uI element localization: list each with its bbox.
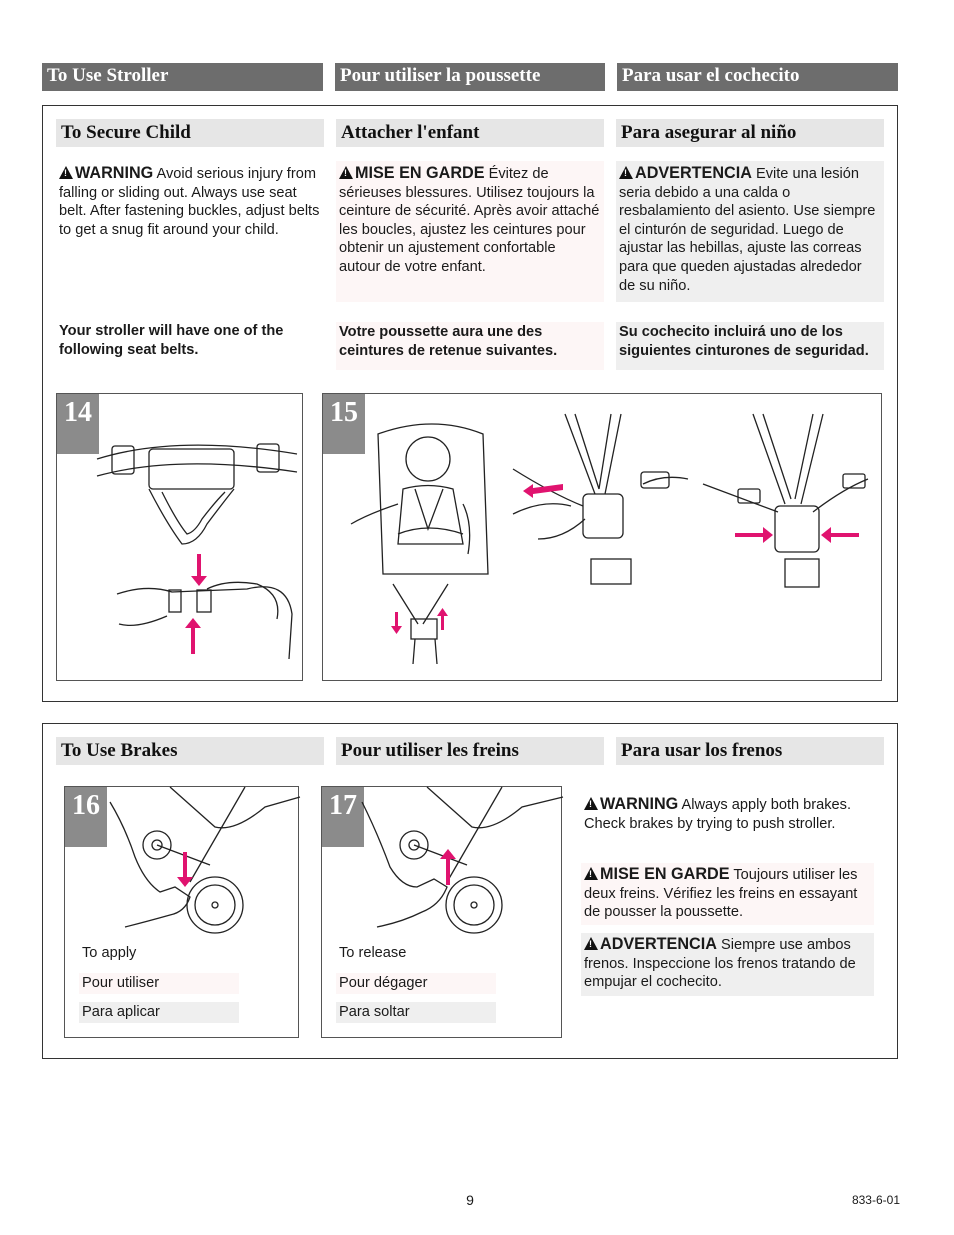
figure-17-panel <box>321 786 562 1038</box>
arrows <box>185 554 207 654</box>
caption-to-apply: To apply <box>82 945 137 961</box>
header-pour-utiliser-poussette: Pour utiliser la poussette <box>335 63 605 91</box>
caption-para-soltar: Para soltar <box>336 1002 496 1023</box>
header-to-use-stroller: To Use Stroller <box>42 63 323 91</box>
header-para-usar-cochecito: Para usar el cochecito <box>617 63 898 91</box>
warning-label: WARNING <box>75 164 154 182</box>
figure-14-panel <box>56 393 303 681</box>
warning-triangle-icon <box>59 166 73 179</box>
warning-fr <box>336 161 604 302</box>
warning-label: ADVERTENCIA <box>635 164 752 182</box>
arrow <box>440 849 456 885</box>
subheader-attacher-enfant: Attacher l'enfant <box>336 119 604 147</box>
harness-buckle-illustration <box>323 394 883 682</box>
warning-text: Avoid serious injury from falling or sliding out. Always use seat belt. After fastening buckles, adjust belts to get a snug fit around your child. <box>59 166 320 238</box>
brake-warning-es <box>581 933 874 996</box>
subheader-asegurar-nino: Para asegurar al niño <box>616 119 884 147</box>
caption-para-aplicar: Para aplicar <box>79 1002 239 1023</box>
belts-note-fr: Votre poussette aura une des ceintures de retenue suivantes. <box>336 322 604 370</box>
warning-text: Évitez de sérieuses blessures. Utilisez toujours la ceinture de sécurité. Après avoir attaché les boucles, ajustez les ceintures pour obtenir un ajustement confortable autour de votre enfant. <box>339 166 600 275</box>
belts-note-es: Su cochecito incluirá uno de los siguientes cinturones de seguridad. <box>616 322 884 370</box>
document-code: 833-6-01 <box>851 1193 900 1207</box>
subheader-to-secure-child: To Secure Child <box>56 119 324 147</box>
figure-number: 17 <box>322 787 364 847</box>
belts-note-en: Your stroller will have one of the following seat belts. <box>59 323 284 358</box>
figure-number: 16 <box>65 787 107 847</box>
warning-triangle-icon <box>584 797 598 810</box>
warning-text: Evite una lesión seria debido a una calda o resbalamiento del asiento. Use siempre el cinturón de seguridad. Luego de ajustar las hebillas, ajuste las correas para que queden ajustadas alrededor de su niño. <box>619 166 876 294</box>
figure-number: 14 <box>57 394 99 454</box>
warning-text: Toujours utiliser les deux freins. Vérifiez les freins en essayant de pousser la poussette. <box>584 867 858 921</box>
seat-belt-buckle-illustration <box>57 394 304 682</box>
warning-triangle-icon <box>339 166 353 179</box>
subheader-to-use-brakes: To Use Brakes <box>56 737 324 765</box>
caption-pour-degager: Pour dégager <box>336 973 496 994</box>
subheader-usar-frenos: Para usar los frenos <box>616 737 884 765</box>
warning-label: ADVERTENCIA <box>600 935 717 953</box>
warning-triangle-icon <box>584 867 598 880</box>
warning-label: WARNING <box>600 795 679 813</box>
warning-text: Siempre use ambos frenos. Inspeccione los frenos tratando de empujar el cochecito. <box>584 937 856 991</box>
release-brake-illustration <box>322 787 563 937</box>
caption-to-release: To release <box>339 945 407 961</box>
warning-es <box>616 161 884 302</box>
figure-number: 15 <box>323 394 365 454</box>
warning-text: Always apply both brakes. Check brakes by trying to push stroller. <box>584 797 852 832</box>
apply-brake-illustration <box>65 787 300 937</box>
warning-triangle-icon <box>619 166 633 179</box>
page-number: 9 <box>466 1192 474 1208</box>
warning-label: MISE EN GARDE <box>355 164 485 182</box>
brake-warning-en <box>584 795 874 833</box>
figure-15-panel <box>322 393 882 681</box>
figure-16-panel <box>64 786 299 1038</box>
caption-pour-utiliser: Pour utiliser <box>79 973 239 994</box>
warning-triangle-icon <box>584 937 598 950</box>
warning-label: MISE EN GARDE <box>600 865 730 883</box>
brake-warning-fr <box>581 863 874 925</box>
subheader-pour-utiliser-freins: Pour utiliser les freins <box>336 737 604 765</box>
warning-en <box>59 164 321 239</box>
